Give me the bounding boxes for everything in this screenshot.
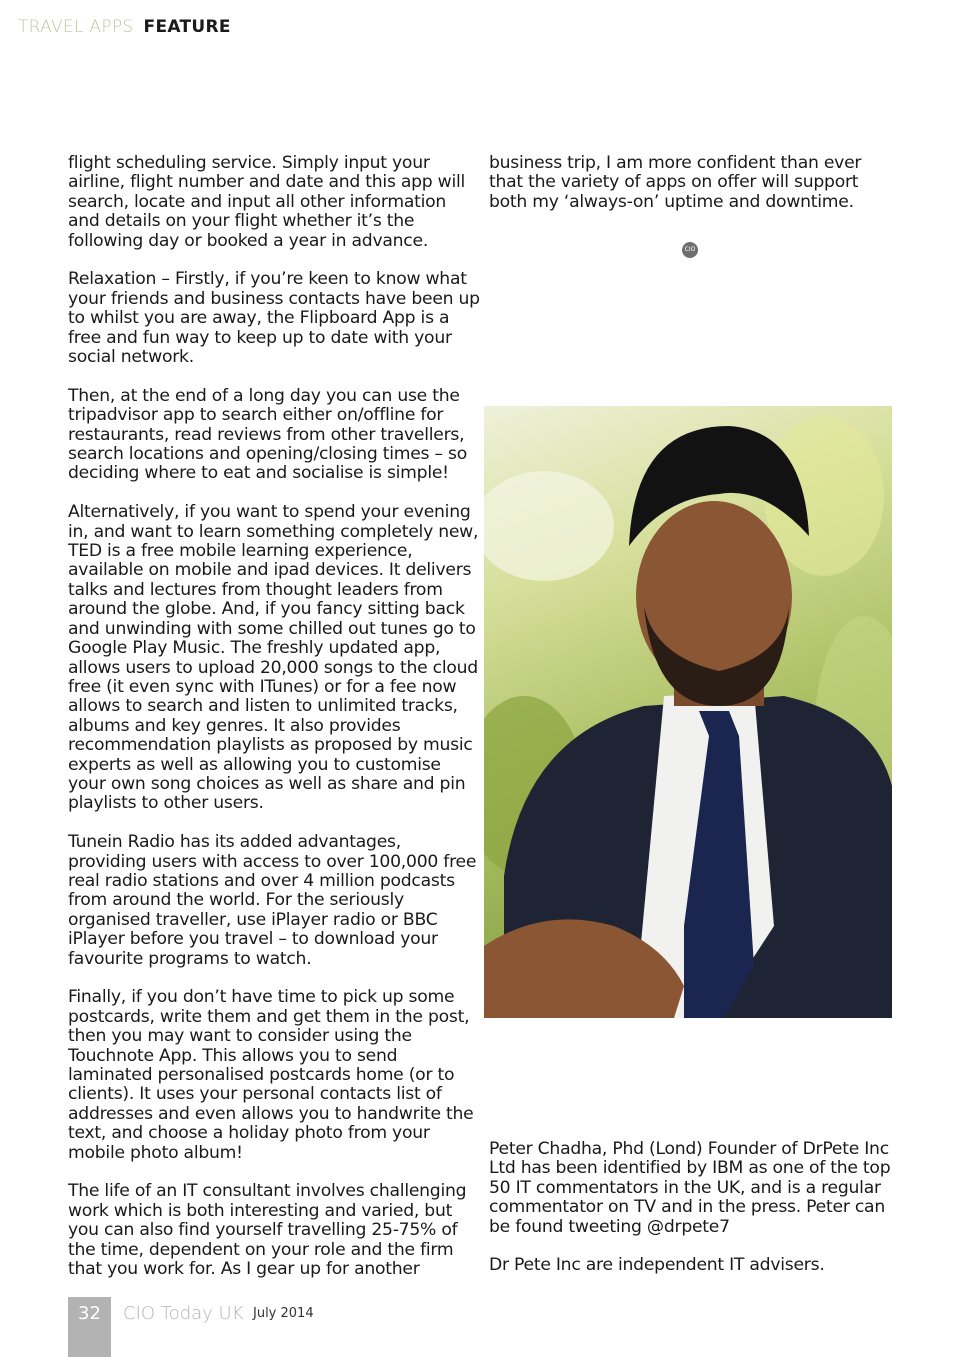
paragraph: flight scheduling service. Simply input your airline, flight number and date and this app will search, locate and input all other information and details on your flight whether it’s the following day or booked a year in advance.	[68, 153, 466, 251]
paragraph: Finally, if you don’t have time to pick up some postcards, write them and get them in the post, then you may want to consider using the Touchnote App. This allows you to send laminated personalised postcards home (or to clients). It uses your personal contacts list of addresses and even allows you to handwrite the text, and choose a holiday photo from your mobile photo album!	[68, 987, 474, 1163]
author-portrait-illustration	[484, 406, 892, 1018]
author-photo	[484, 406, 892, 1018]
paragraph: Alternatively, if you want to spend your evening in, and want to learn something completely new, TED is a free mobile learning experience, available on mobile and ipad devices. It delivers talks and lectures from thought leaders from around the globe. And, if you fancy sitting back and unwinding with some chilled out tunes go to Google Play Music. The freshly updated app, allows users to upload 20,000 songs to the cloud free (it even sync with ITunes) or for a fee now allows to search and listen to unlimited tracks, albums and key genres. It also provides recommendation playlists as proposed by music experts as well as allowing you to customise your own song choices as well as share and pin playlists to other users.	[68, 502, 479, 814]
issue-date: July 2014	[253, 1306, 314, 1321]
left-column	[68, 154, 480, 1299]
paragraph: Relaxation – Firstly, if you’re keen to know what your friends and business contacts have been up to whilst you are away, the Flipboard App is a free and fun way to keep up to date with your social network.	[68, 269, 480, 368]
feature-label: FEATURE	[143, 17, 231, 37]
author-bio	[489, 1140, 894, 1295]
running-header	[18, 17, 231, 37]
end-of-article-mark: CIO	[682, 242, 698, 258]
bio-paragraph: Peter Chadha, Phd (Lond) Founder of DrPete Inc Ltd has been identified by IBM as one of the top 50 IT commentators in the UK, and is a regular commentator on TV and in the press. Peter can be found tweeting @drpete7	[489, 1139, 891, 1237]
paragraph: Tunein Radio has its added advantages, providing users with access to over 100,000 free real radio stations and over 4 million podcasts from around the world. For the seriously organised traveller, use iPlayer radio or BBC iPlayer before you travel – to download your favourite programs to watch.	[68, 832, 477, 969]
magazine-name: CIO Today UK	[123, 1303, 244, 1324]
paragraph: Then, at the end of a long day you can use the tripadvisor app to search either on/offline for restaurants, read reviews from other travellers, search locations and opening/closing times – so deciding where to eat and socialise is simple!	[68, 385, 467, 484]
paragraph: The life of an IT consultant involves challenging work which is both interesting and varied, but you can also find yourself travelling 25-75% of the time, dependent on your role and the firm that you work for. As I gear up for another	[68, 1181, 467, 1280]
bio-paragraph: Dr Pete Inc are independent IT advisers.	[489, 1255, 825, 1276]
paragraph: business trip, I am more confident than ever that the variety of apps on offer will support both my ‘always-on’ uptime and downtime.	[489, 153, 862, 212]
section-label: TRAVEL APPS	[18, 17, 134, 37]
page-number: 32	[78, 1303, 101, 1324]
right-column	[489, 154, 889, 232]
